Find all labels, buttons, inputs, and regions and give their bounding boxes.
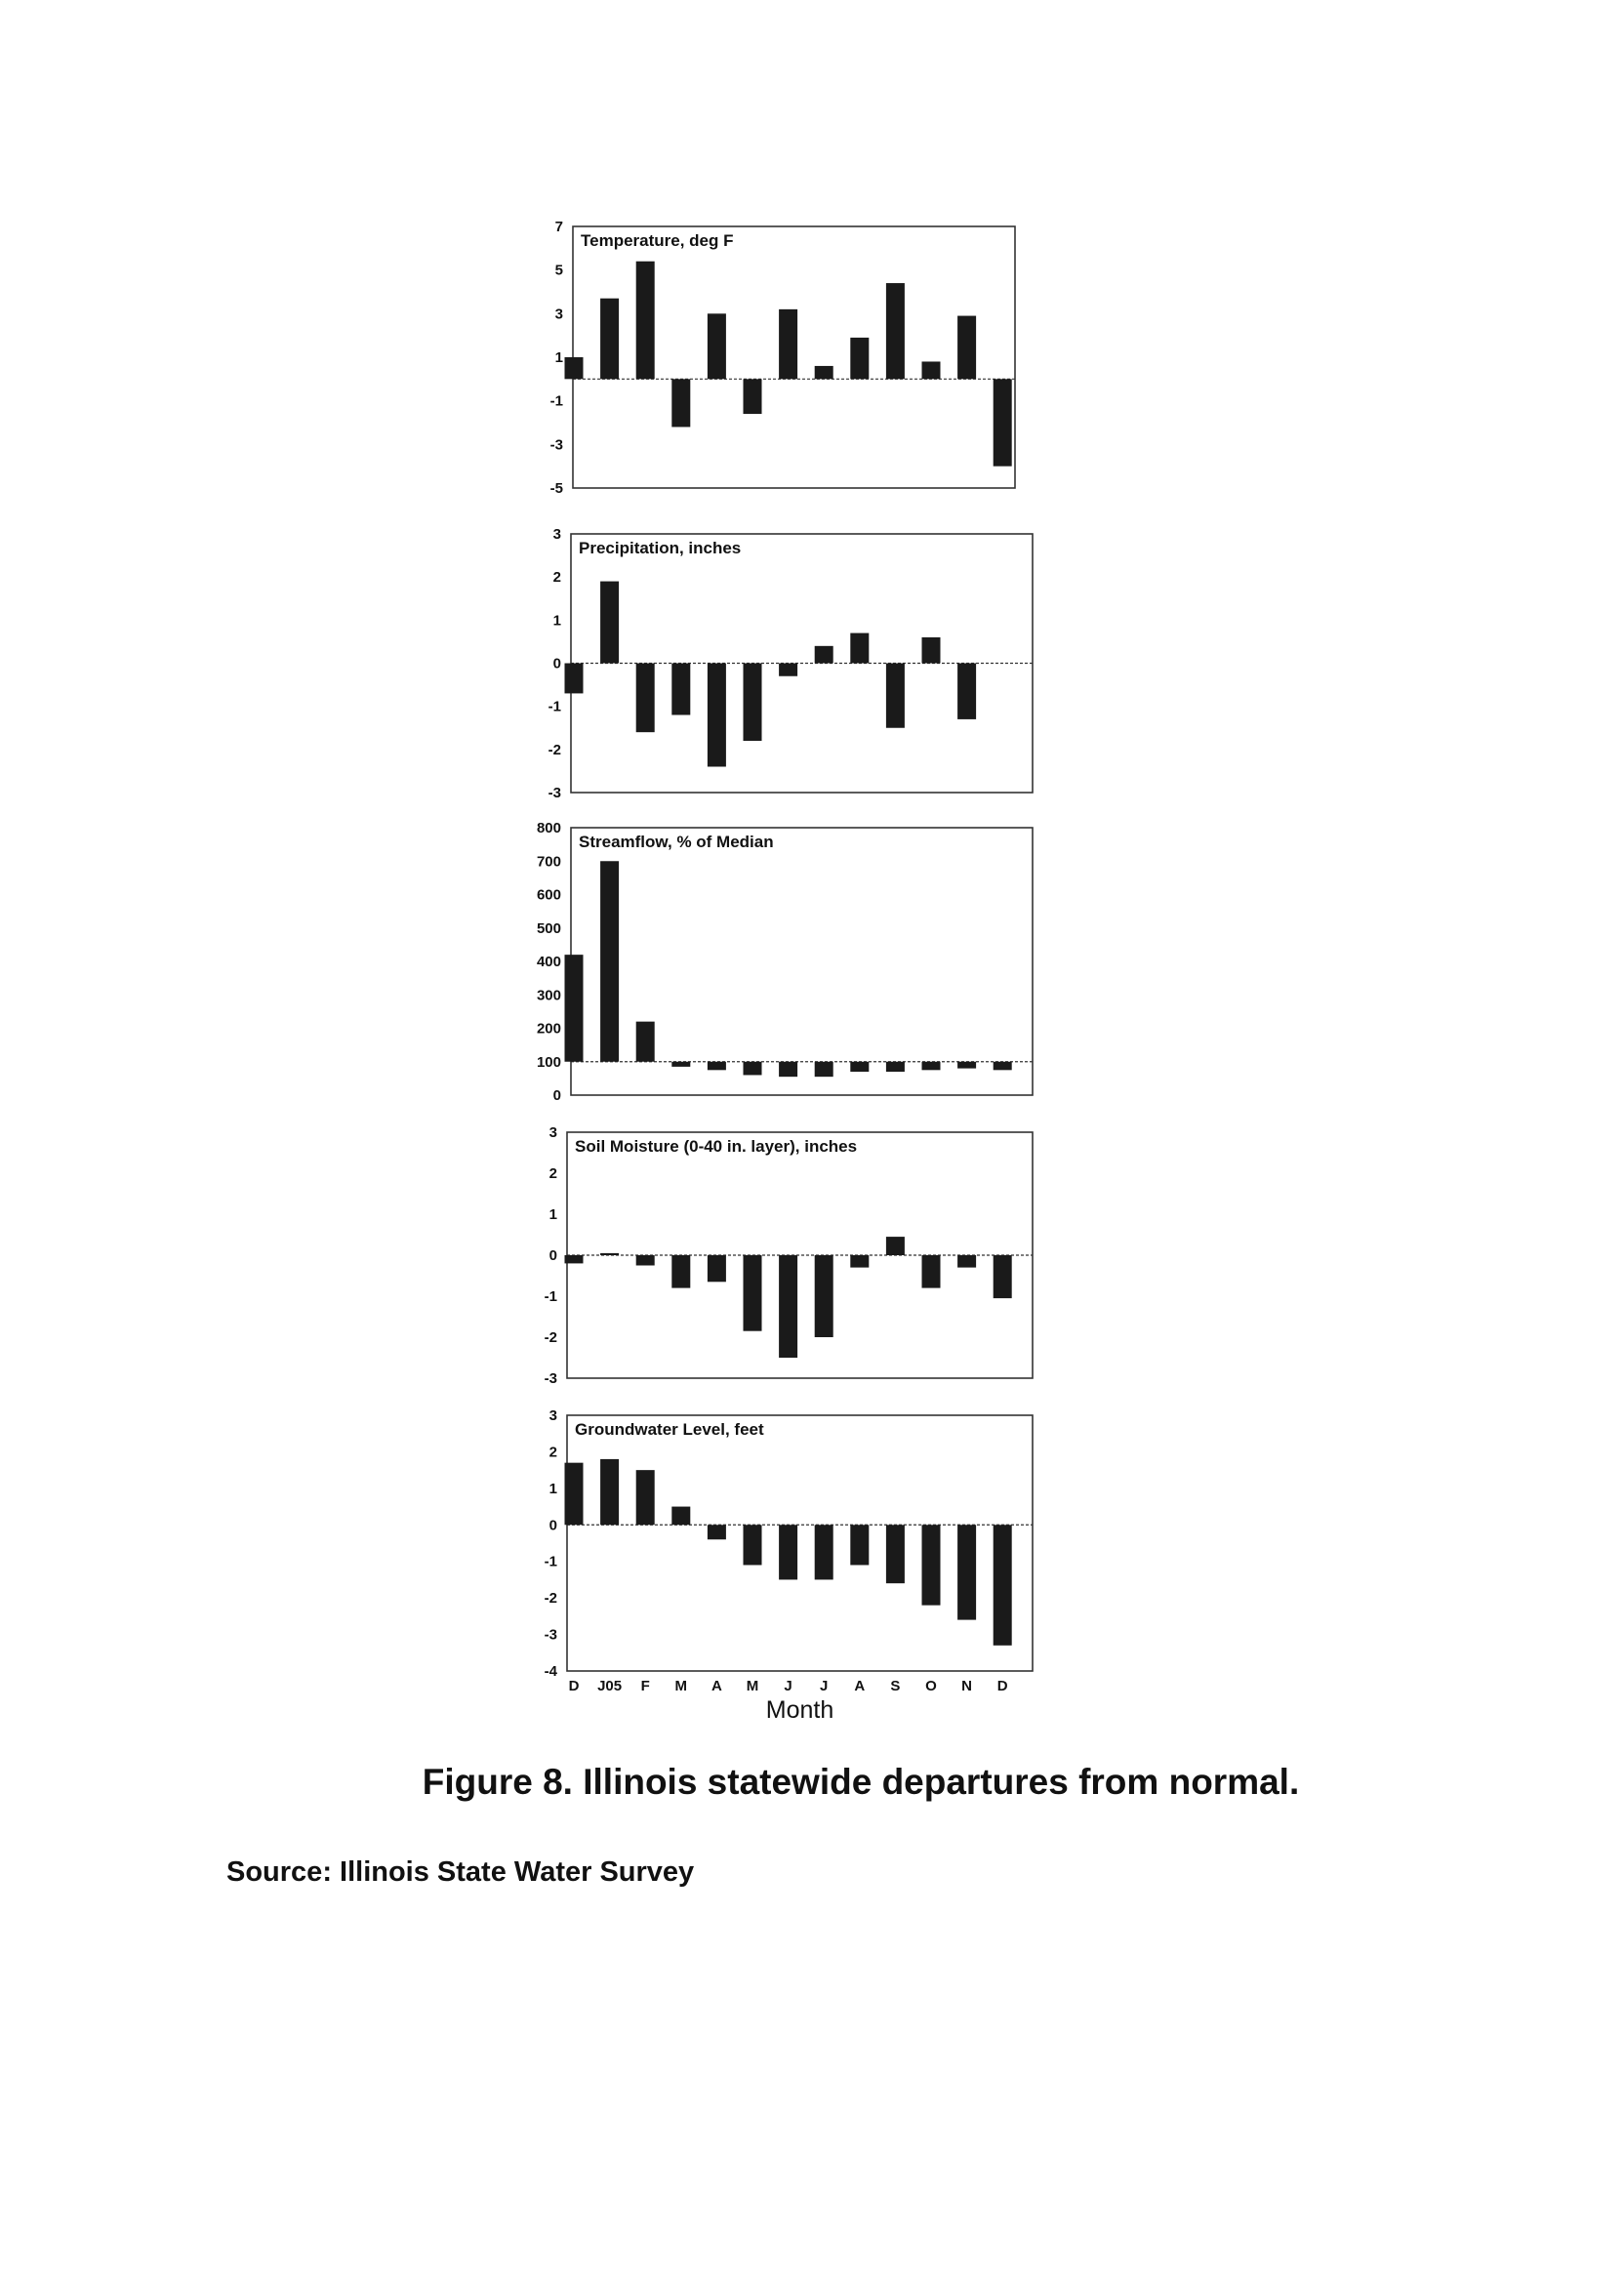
bar-D [994, 1525, 1012, 1646]
y-tick-label: 0 [548, 1517, 557, 1534]
x-tick-label: D [568, 1678, 580, 1694]
panel-2 [548, 526, 1033, 801]
panel-4 [545, 1124, 1033, 1387]
bar-O [922, 361, 941, 379]
figure-caption: Figure 8. Illinois statewide departures from normal. [422, 1762, 1300, 1802]
bar-O [922, 1525, 941, 1605]
x-tick-label: D [996, 1678, 1008, 1694]
bar-M [671, 1062, 690, 1067]
x-tick-label: M [674, 1678, 688, 1694]
panel-title: Soil Moisture (0-40 in. layer), inches [575, 1137, 858, 1156]
bar-D [565, 357, 584, 379]
bar-J [779, 664, 797, 676]
x-tick-label: S [890, 1678, 901, 1694]
x-tick-label: F [640, 1678, 650, 1694]
bar-A [708, 1525, 726, 1539]
y-tick-label: 1 [548, 1480, 557, 1497]
y-tick-label: -5 [549, 480, 563, 497]
bar-S [886, 664, 905, 728]
y-tick-label: -1 [548, 698, 561, 715]
y-tick-label: -2 [548, 741, 561, 758]
bar-A [708, 664, 726, 767]
bar-D [994, 379, 1012, 466]
bar-O [922, 1255, 941, 1288]
y-tick-label: 2 [548, 1444, 557, 1461]
panel-title: Streamflow, % of Median [579, 833, 774, 851]
bar-M [744, 1525, 762, 1565]
bar-M [671, 379, 690, 427]
bar-A [708, 313, 726, 379]
x-tick-label: A [854, 1678, 866, 1694]
y-tick-label: 600 [536, 886, 561, 904]
source-note: Source: Illinois State Water Survey [226, 1856, 695, 1888]
bar-F [636, 1255, 655, 1266]
bar-J [815, 366, 833, 379]
y-tick-label: 0 [552, 1087, 561, 1104]
y-tick-label: 400 [536, 954, 561, 970]
bar-A [850, 1255, 869, 1268]
bar-M [744, 379, 762, 414]
panel-3 [537, 820, 1033, 1104]
x-tick-label: O [925, 1678, 937, 1694]
bar-J05 [600, 861, 619, 1062]
bar-D [565, 1463, 584, 1526]
bar-J [779, 1525, 797, 1579]
y-tick-label: 3 [548, 1124, 557, 1141]
bar-M [671, 1507, 690, 1526]
bar-J [815, 1525, 833, 1579]
y-tick-label: 0 [552, 655, 561, 672]
y-tick-label: -4 [544, 1663, 557, 1680]
y-tick-label: 1 [552, 612, 561, 630]
bar-J [779, 1062, 797, 1077]
y-tick-label: 200 [536, 1020, 561, 1038]
bar-J05 [600, 1459, 619, 1525]
y-tick-label: 700 [536, 853, 561, 871]
panel-5 [545, 1407, 1033, 1724]
bar-S [886, 283, 905, 379]
y-tick-label: -3 [544, 1370, 557, 1387]
y-tick-label: -1 [544, 1553, 557, 1570]
bar-F [636, 1470, 655, 1525]
y-tick-label: 7 [554, 219, 563, 235]
x-tick-label: A [710, 1678, 722, 1694]
y-tick-label: 1 [554, 349, 563, 366]
y-tick-label: 800 [536, 820, 561, 836]
bar-S [886, 1237, 905, 1255]
bar-D [565, 1255, 584, 1263]
y-tick-label: -2 [544, 1329, 557, 1346]
bar-J [815, 1255, 833, 1337]
x-tick-label: N [961, 1678, 973, 1694]
y-tick-label: -1 [544, 1288, 557, 1305]
y-tick-label: -2 [544, 1590, 557, 1608]
bar-A [850, 338, 869, 379]
bar-F [636, 1022, 655, 1062]
bar-O [922, 1062, 941, 1071]
y-tick-label: -3 [548, 785, 561, 801]
panel-title: Precipitation, inches [579, 539, 742, 557]
y-tick-label: -3 [544, 1626, 557, 1644]
bar-D [994, 1062, 1012, 1071]
y-tick-label: -3 [549, 436, 563, 454]
bar-D [565, 955, 584, 1062]
bar-J [779, 309, 797, 379]
x-axis-label: Month [765, 1696, 834, 1724]
bar-N [957, 664, 976, 719]
y-tick-label: 3 [548, 1407, 557, 1424]
x-tick-label: J [784, 1678, 792, 1694]
bar-S [886, 1525, 905, 1583]
bar-J [779, 1255, 797, 1358]
y-tick-label: 5 [554, 262, 563, 279]
bar-M [744, 664, 762, 742]
y-tick-label: 1 [548, 1206, 557, 1223]
bar-J05 [600, 582, 619, 664]
y-tick-label: 3 [552, 526, 561, 543]
y-tick-label: -1 [549, 392, 563, 410]
bar-A [708, 1255, 726, 1282]
bar-M [671, 664, 690, 715]
panel-1 [550, 219, 1015, 497]
bar-M [671, 1255, 690, 1288]
bar-J [815, 1062, 833, 1077]
bar-N [957, 316, 976, 380]
y-tick-label: 300 [536, 987, 561, 1004]
x-tick-label: J [820, 1678, 829, 1694]
panel-title: Temperature, deg F [581, 231, 734, 250]
y-tick-label: 0 [548, 1247, 557, 1264]
y-tick-label: 2 [552, 569, 561, 587]
y-tick-label: 2 [548, 1165, 557, 1182]
x-tick-label: J05 [597, 1678, 623, 1694]
bar-A [708, 1062, 726, 1071]
bar-M [744, 1062, 762, 1076]
bar-F [636, 262, 655, 380]
bar-A [850, 1525, 869, 1565]
bar-D [994, 1255, 1012, 1298]
bar-N [957, 1062, 976, 1069]
bar-J05 [600, 1253, 619, 1255]
y-tick-label: 100 [536, 1053, 561, 1071]
bar-A [850, 633, 869, 664]
bar-O [922, 637, 941, 664]
y-tick-label: 3 [554, 306, 563, 323]
bar-J [815, 646, 833, 664]
bar-F [636, 664, 655, 733]
bar-N [957, 1525, 976, 1619]
bar-N [957, 1255, 976, 1268]
bar-J05 [600, 299, 619, 380]
bar-S [886, 1062, 905, 1072]
bar-A [850, 1062, 869, 1072]
panel-title: Groundwater Level, feet [575, 1420, 764, 1439]
bar-M [744, 1255, 762, 1331]
x-tick-label: M [746, 1678, 759, 1694]
y-tick-label: 500 [536, 919, 561, 937]
bar-D [565, 664, 584, 694]
